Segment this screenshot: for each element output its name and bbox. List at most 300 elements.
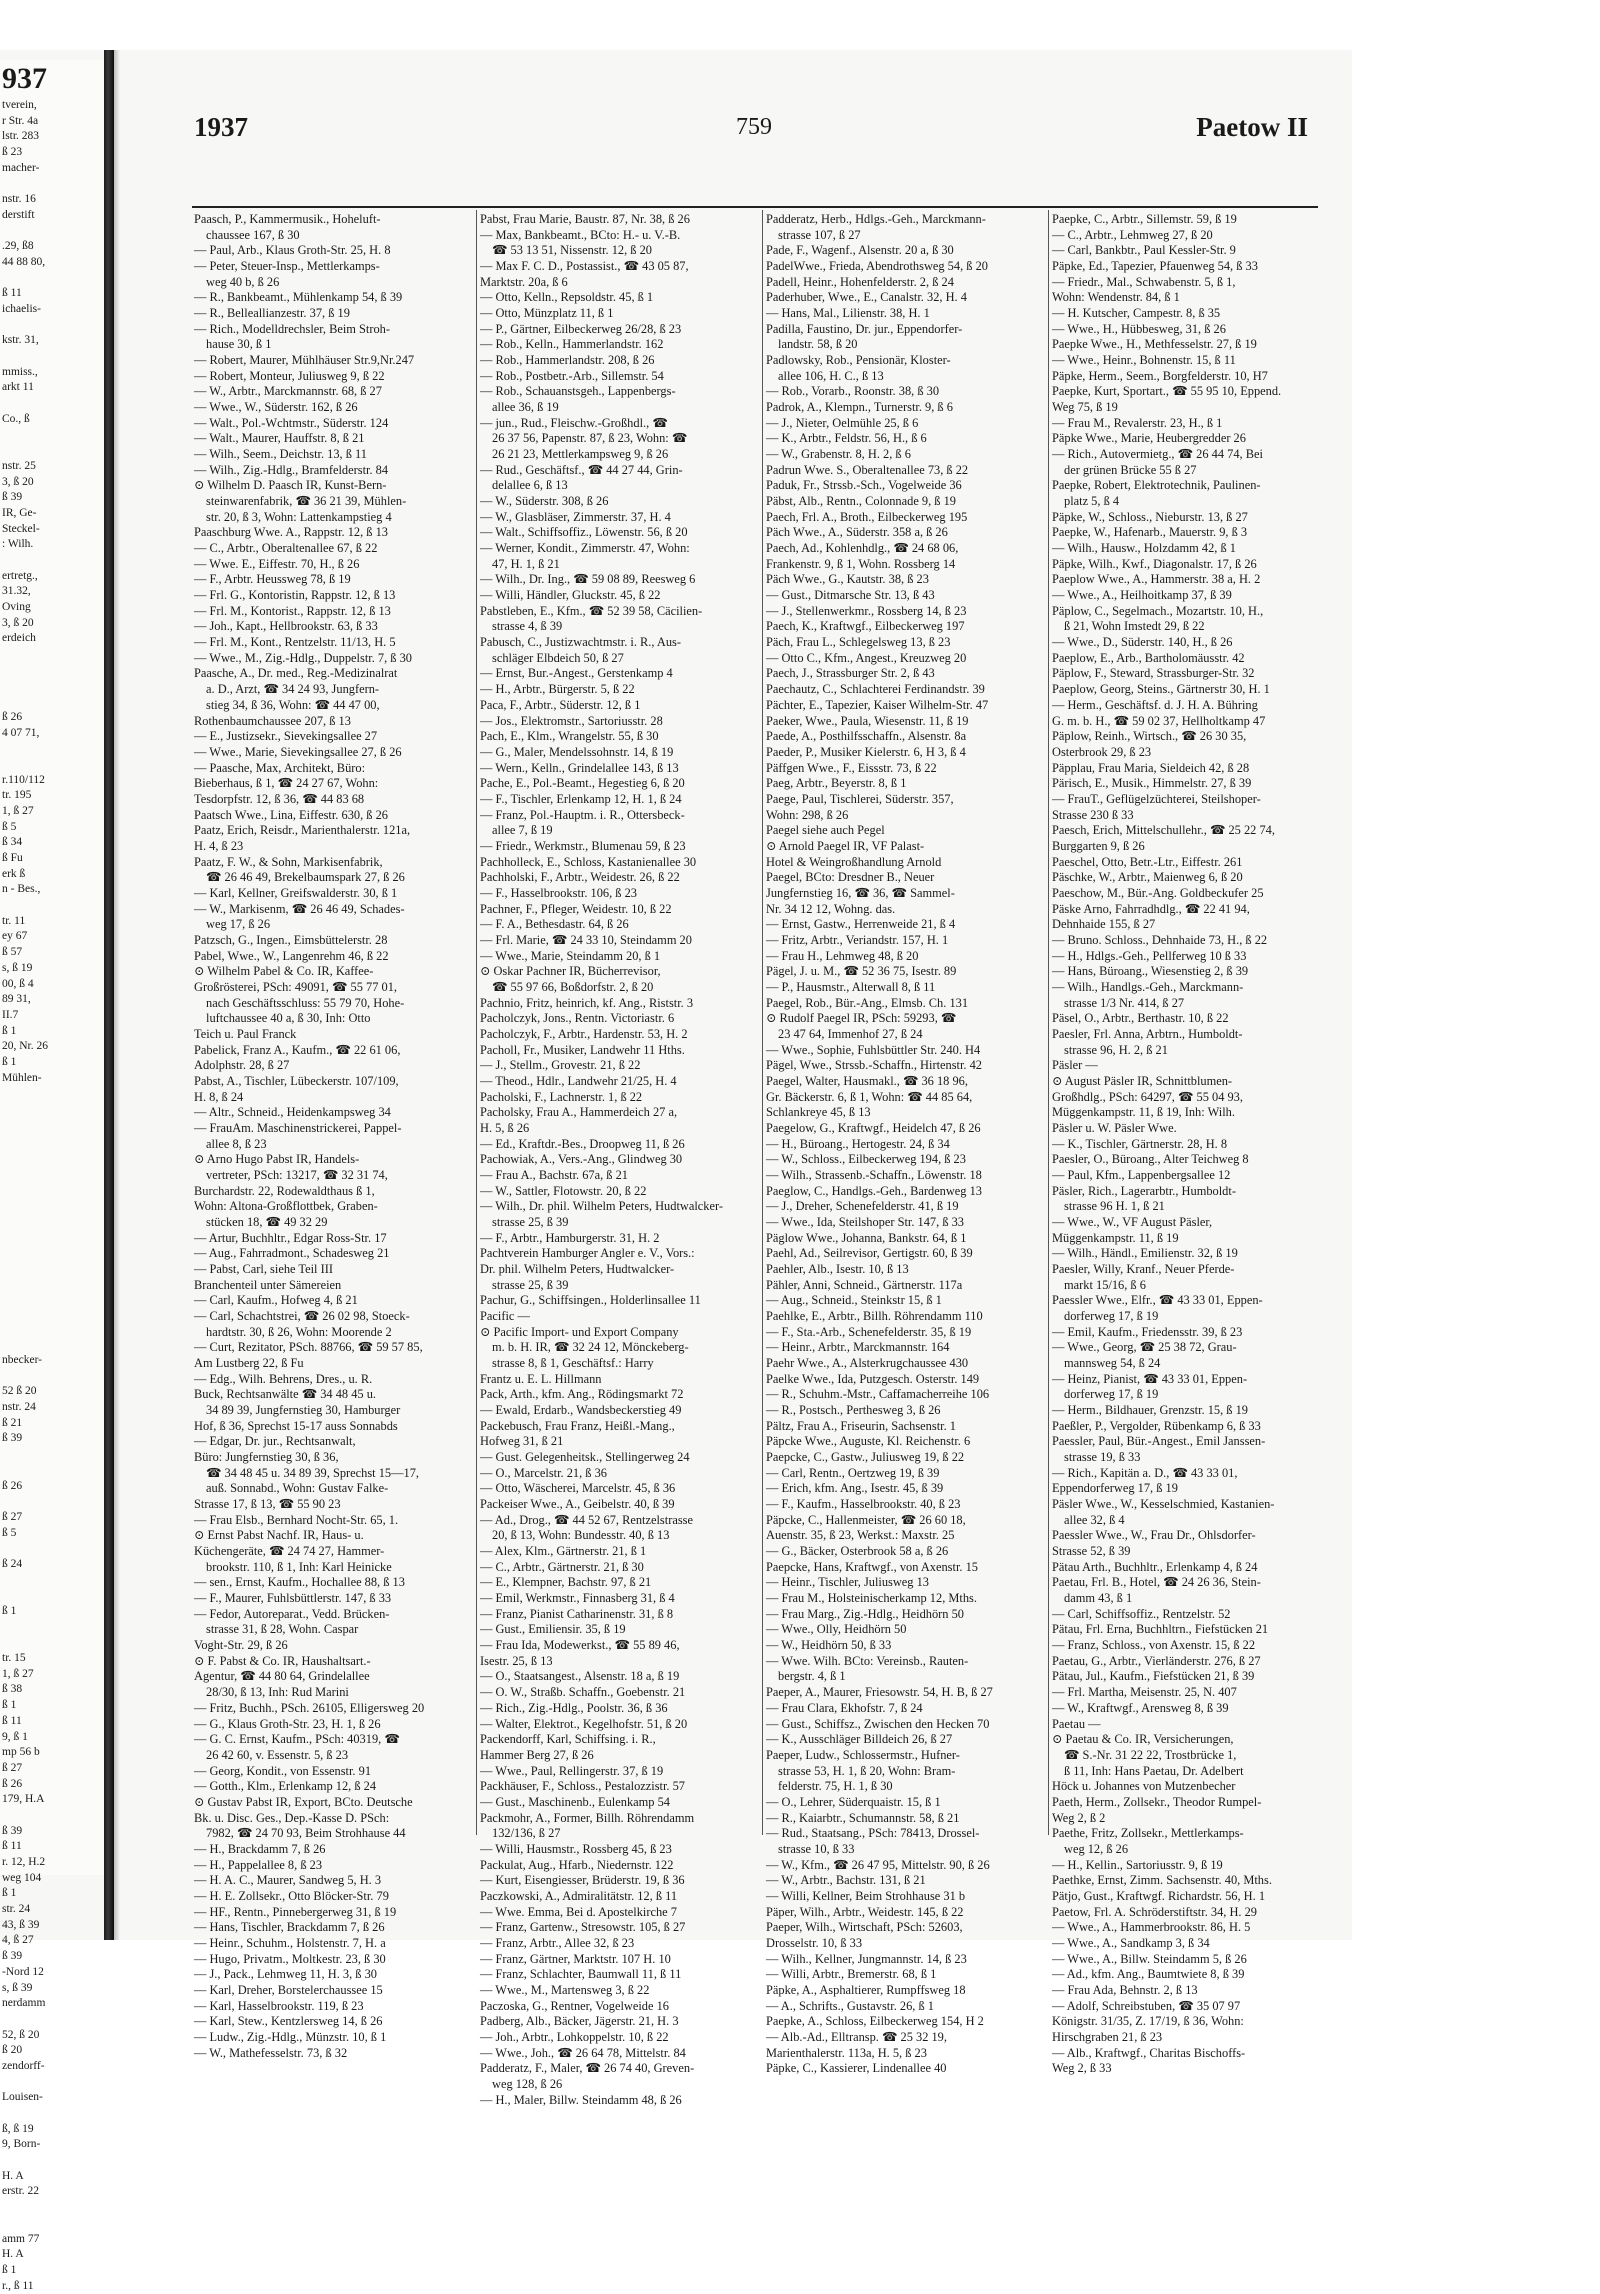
directory-entry-line: Frantz u. E. L. Hillmann (480, 1371, 602, 1386)
directory-entry-line: Paepke, Robert, Elektrotechnik, Paulinen- (1052, 478, 1261, 493)
directory-entry-line: Wohn: Altona-Großflottbek, Graben- (194, 1199, 378, 1214)
directory-entry-line: Pähler, Anni, Schneid., Gärtnerstr. 117a (766, 1277, 963, 1292)
directory-entry-line: luftchaussee 40 a, ß 30, Inh: Otto (206, 1011, 371, 1026)
directory-entry-line: — Robert, Maurer, Mühlhäuser Str.9,Nr.247 (194, 353, 415, 368)
directory-entry-line: Paege, Paul, Tischlerei, Süderstr. 357, (766, 791, 954, 806)
directory-entry-line: Pachholleck, E., Schloss, Kastanienallee 30 (480, 854, 697, 869)
previous-page-line: tr. 195 (2, 789, 32, 802)
previous-page-line: r., ß 11 (2, 2279, 34, 2292)
previous-page-line (0, 553, 104, 569)
directory-entry-line: Paeker, Wwe., Paula, Wiesenstr. 11, ß 19 (766, 713, 969, 728)
directory-entry-line: — O. W., Straßb. Schaffn., Goebenstr. 21 (480, 1685, 686, 1700)
previous-page-line: macher- (2, 161, 40, 174)
directory-entry-line: — Franz, Gartenw., Stresowstr. 105, ß 27 (480, 1920, 686, 1935)
previous-page-line: .29, ß8 (2, 240, 34, 253)
directory-entry-line: Gr. Bäckerstr. 6, ß 1, Wohn: ☎ 44 85 64, (766, 1089, 973, 1104)
directory-entry-line: strasse 107, ß 27 (778, 227, 861, 242)
directory-entry-line: — F., Arbtr. Heussweg 78, ß 19 (194, 572, 351, 587)
directory-entry-line: dorferweg 17, ß 19 (1064, 1309, 1159, 1324)
directory-entry-line: PadelWwe., Frieda, Abendrothsweg 54, ß 20 (766, 259, 988, 274)
directory-entry-line: hause 30, ß 1 (206, 337, 272, 352)
directory-entry-line: Hammer Berg 27, ß 26 (480, 1747, 594, 1762)
directory-entry-line: Wohn: 298, ß 26 (766, 807, 849, 822)
directory-entry-line: — Emil, Kaufm., Friedensstr. 39, ß 23 (1052, 1324, 1243, 1339)
directory-entry-line: — Carl, Bankbtr., Paul Kessler-Str. 9 (1052, 243, 1236, 258)
directory-entry-line: Pach, E., Klm., Wrangelstr. 55, ß 30 (480, 729, 659, 744)
previous-page-line: ß 39 (2, 1950, 23, 1963)
directory-entry-line: Paeplow Wwe., A., Hammerstr. 38 a, H. 2 (1052, 572, 1261, 587)
directory-entry-line: Bk. u. Disc. Ges., Dep.-Kasse D. PSch: (194, 1810, 390, 1825)
directory-entry-line: — Edgar, Dr. jur., Rechtsanwalt, (194, 1434, 356, 1449)
directory-entry-line: ⊙ Arno Hugo Pabst IR, Handels- (194, 1152, 360, 1167)
previous-page-line: amm 77 (2, 2232, 40, 2245)
directory-entry-line: — Rob., Vorarb., Roonstr. 38, ß 30 (766, 384, 940, 399)
directory-entry-line: Padlowsky, Rob., Pensionär, Kloster- (766, 353, 951, 368)
directory-entry-line: Paetow, Frl. A. Schröderstiftstr. 34, H. 29 (1052, 1904, 1258, 1919)
directory-entry-line: Großrösterei, PSch: 49091, ☎ 55 77 01, (194, 979, 397, 994)
previous-page-line (0, 1322, 104, 1338)
directory-entry-line: — Wwe., D., Süderstr. 140, H., ß 26 (1052, 635, 1233, 650)
directory-entry-line: Pacholczyk, F., Arbtr., Hardenstr. 53, H. 2 (480, 1026, 688, 1041)
previous-page-line (0, 1290, 104, 1306)
directory-entry-line: Strasse 230 ß 33 (1052, 807, 1134, 822)
directory-entry-line: der grünen Brücke 55 ß 27 (1064, 462, 1197, 477)
directory-entry-line: — R., Postsch., Perthesweg 3, ß 26 (766, 1403, 941, 1418)
directory-entry-line: Paepcke, C., Gastw., Juliusweg 19, ß 22 (766, 1450, 965, 1465)
previous-page-line: 44 88 80, (2, 255, 46, 268)
directory-entry-line: ⊙ Wilhelm D. Paasch IR, Kunst-Bern- (194, 478, 387, 493)
previous-page-line: ß 38 (2, 1683, 23, 1696)
previous-page-line (0, 396, 104, 412)
directory-entry-line: — Wwe., Georg, ☎ 25 38 72, Grau- (1052, 1340, 1237, 1355)
previous-page-line: nbecker- (2, 1354, 42, 1366)
directory-entry-line: Päffgen Wwe., F., Eissstr. 73, ß 22 (766, 760, 937, 775)
previous-page-line (0, 1494, 104, 1510)
previous-page-line: 89 31, (2, 993, 31, 1006)
directory-entry-line: Schlankreye 45, ß 13 (766, 1105, 871, 1120)
directory-entry-line: — Max, Bankbeamt., BCto: H.- u. V.-B. (480, 227, 681, 242)
previous-page-line: 1, ß 27 (2, 804, 34, 817)
directory-entry-line: Päpke, A., Asphaltierer, Rumpffsweg 18 (766, 1982, 966, 1997)
directory-entry-line: ☎ 26 46 49, Brekelbaumspark 27, ß 26 (206, 870, 405, 885)
previous-page-line (0, 663, 104, 679)
previous-page-line (0, 1180, 104, 1196)
directory-entry-line: Marktstr. 20a, ß 6 (480, 274, 568, 289)
directory-entry-line: Päsler, Rich., Lagerarbtr., Humboldt- (1052, 1183, 1236, 1198)
directory-entry-line: ß 21, Wohn Imstedt 29, ß 22 (1064, 619, 1205, 634)
directory-entry-line: bergstr. 4, ß 1 (778, 1669, 846, 1684)
directory-entry-line: — F., Sta.-Arb., Schenefelderstr. 35, ß 19 (766, 1324, 972, 1339)
directory-entry-line: Pabel, Wwe., W., Langenrehm 46, ß 22 (194, 948, 389, 963)
directory-entry-line: — Pabst, Carl, siehe Teil III (194, 1262, 333, 1277)
previous-page-line (0, 741, 104, 757)
directory-entry-line: — Rich., Zig.-Hdlg., Poolstr. 36, ß 36 (480, 1700, 668, 1715)
directory-entry-line: — Adolf, Schreibstuben, ☎ 35 07 97 (1052, 1998, 1241, 2013)
previous-page-line: ß 57 (2, 946, 23, 959)
directory-entry-line: a. D., Arzt, ☎ 34 24 93, Jungfern- (206, 682, 380, 697)
directory-entry-line: Padilla, Faustino, Dr. jur., Eppendorfer- (766, 321, 963, 336)
directory-entry-line: — Artur, Buchhltr., Edgar Ross-Str. 17 (194, 1230, 387, 1245)
directory-entry-line: — Edg., Wilh. Behrens, Dres., u. R. (194, 1371, 373, 1386)
directory-entry-line: Paduk, Fr., Strssb.-Sch., Vogelweide 36 (766, 478, 962, 493)
directory-entry-line: 34 89 39, Jungfernstieg 30, Hamburger (206, 1403, 401, 1418)
directory-entry-line: — Gust., Maschinenb., Eulenkamp 54 (480, 1794, 670, 1809)
directory-entry-line: Paegel, Rob., Bür.-Ang., Elmsb. Ch. 131 (766, 995, 969, 1010)
directory-entry-line: felderstr. 75, H. 1, ß 30 (778, 1779, 893, 1794)
previous-page-line: ß 11 (2, 1840, 22, 1853)
directory-entry-line: Pältz, Frau A., Friseurin, Sachsenstr. 1 (766, 1418, 956, 1433)
directory-entry-line: Isestr. 25, ß 13 (480, 1653, 553, 1668)
previous-page-line: str. 24 (2, 1903, 31, 1916)
previous-page-line: ß 27 (2, 1510, 23, 1523)
directory-entry-line: — Rob., Kelln., Hammerlandstr. 162 (480, 337, 664, 352)
previous-page-line: ertretg., (2, 569, 38, 582)
directory-entry-line: strasse 4, ß 39 (492, 619, 563, 634)
directory-entry-line: — Willi, Kellner, Beim Strohhause 31 b (766, 1888, 966, 1903)
directory-entry-line: Padrok, A., Klempn., Turnerstr. 9, ß 6 (766, 400, 953, 415)
previous-page-line (0, 898, 104, 914)
directory-entry-line: Drosselstr. 10, ß 33 (766, 1935, 863, 1950)
directory-entry-line: — FrauT., Geflügelzüchterei, Steilshoper- (1052, 791, 1261, 806)
directory-entry-line: strasse 19, ß 33 (1064, 1450, 1141, 1465)
directory-entry-line: hardtstr. 30, ß 26, Wohn: Moorende 2 (206, 1324, 392, 1339)
directory-entry-line: — J., Pack., Lehmweg 11, H. 3, ß 30 (194, 1967, 377, 1982)
directory-entry-line: — Gotth., Klm., Erlenkamp 12, ß 24 (194, 1779, 377, 1794)
directory-entry-line: Päpke Wwe., Marie, Heubergredder 26 (1052, 431, 1246, 446)
directory-entry-line: mannsweg 54, ß 24 (1064, 1356, 1161, 1371)
directory-entry-line: — Curt, Rezitator, PSch. 88766, ☎ 59 57 85, (194, 1340, 423, 1355)
directory-entry-line: — Gust., Ditmarsche Str. 13, ß 43 (766, 588, 935, 603)
directory-entry-line: — Wwe., M., Zig.-Hdlg., Duppelstr. 7, ß 30 (194, 650, 412, 665)
directory-entry-line: — Wwe., A., Hammerbrookstr. 86, H. 5 (1052, 1920, 1251, 1935)
directory-entry-line: Paeplow, E., Arb., Bartholomäusstr. 42 (1052, 650, 1245, 665)
directory-entry-line: — Wwe. Emma, Bei d. Apostelkirche 7 (480, 1904, 677, 1919)
directory-entry-line: — Heinr., Tischler, Juliusweg 13 (766, 1575, 929, 1590)
directory-entry-line: — Franz, Pianist Catharinenstr. 31, ß 8 (480, 1606, 674, 1621)
directory-entry-line: Paegelow, G., Kraftwgf., Heidelch 47, ß 26 (766, 1120, 981, 1135)
previous-page-line: 31.32, (2, 585, 31, 598)
directory-entry-line: — Carl, Kaufm., Hofweg 4, ß 21 (194, 1293, 358, 1308)
directory-entry-line: strasse 25, ß 39 (492, 1215, 569, 1229)
directory-entry-line: chaussee 167, ß 30 (206, 227, 300, 242)
directory-entry-line: Padell, Heinr., Hohenfelderstr. 2, ß 24 (766, 274, 954, 289)
directory-entry-line: — F., Arbtr., Hamburgerstr. 31, H. 2 (480, 1230, 660, 1245)
previous-page-line (0, 678, 104, 694)
directory-entry-line: markt 15/16, ß 6 (1064, 1277, 1146, 1292)
previous-page-line: r.110/112 (2, 773, 45, 786)
directory-entry-line: stieg 34, ß 36, Wohn: ☎ 44 47 00, (206, 697, 380, 712)
previous-page-line: nstr. 25 (2, 459, 36, 472)
directory-entry-line: ⊙ Gustav Pabst IR, Export, BCto. Deutsche (194, 1794, 413, 1809)
directory-entry-line: ⊙ Rudolf Paegel IR, PSch: 59293, ☎ (766, 1011, 957, 1026)
directory-entry-line: Hofweg 31, ß 21 (480, 1434, 564, 1449)
directory-entry-line: Patzsch, G., Ingen., Eimsbüttelerstr. 28 (194, 932, 388, 947)
directory-entry-line: — O., Staatsangest., Alsenstr. 18 a, ß 19 (480, 1669, 680, 1684)
directory-entry-line: Königstr. 31/35, Z. 17/19, ß 36, Wohn: (1052, 2014, 1244, 2029)
directory-entry-line: Pachnio, Fritz, heinrich, kf. Ang., Riststr. 3 (480, 995, 694, 1010)
directory-entry-line: — Wwe., A., Sandkamp 3, ß 34 (1052, 1935, 1210, 1950)
directory-entry-line: — W., Mathefesselstr. 73, ß 32 (194, 2045, 348, 2060)
previous-page-line (0, 271, 104, 287)
previous-page-line: ß 34 (2, 836, 23, 849)
directory-entry-line: ☎ 53 13 51, Nissenstr. 12, ß 20 (492, 243, 652, 258)
directory-entry-line: Päpke, Herm., Seem., Borgfelderstr. 10, H7 (1052, 368, 1268, 383)
directory-entry-line: Paeth, Herm., Zollsekr., Theodor Rumpel- (1052, 1794, 1262, 1809)
column-divider (476, 210, 477, 1835)
directory-entry-line: steinwarenfabrik, ☎ 36 21 39, Mühlen- (206, 494, 407, 509)
directory-entry-line: strasse 25, ß 39 (492, 1277, 569, 1292)
directory-entry-line: — E., Klempner, Bachstr. 97, ß 21 (480, 1575, 652, 1590)
previous-page-line: 937 (2, 62, 47, 95)
directory-entry-line: — C., Arbtr., Lehmweg 27, ß 20 (1052, 227, 1213, 242)
directory-entry-line: — Jos., Elektromstr., Sartoriusstr. 28 (480, 713, 663, 728)
directory-entry-line: Paeschow, M., Bür.-Ang. Goldbeckufer 25 (1052, 885, 1264, 900)
directory-entry-line: weg 40 b, ß 26 (206, 274, 280, 289)
directory-entry-line: — H. A. C., Maurer, Sandweg 5, H. 3 (194, 1873, 382, 1888)
column-divider (1048, 210, 1049, 1835)
previous-page-line (0, 2216, 104, 2232)
directory-entry-line: — Franz, Gärtner, Marktstr. 107 H. 10 (480, 1951, 671, 1966)
directory-entry-line: — jun., Rud., Fleischw.-Großhdl., ☎ (480, 415, 668, 430)
directory-entry-line: — Frau A., Bachstr. 67a, ß 21 (480, 1167, 628, 1182)
directory-page (122, 60, 1346, 2107)
directory-entry-line: Packulat, Aug., Hfarb., Niedernstr. 122 (480, 1857, 674, 1872)
directory-entry-line: — H., Pappelallee 8, ß 23 (194, 1857, 323, 1872)
directory-entry-line: — Franz, Pol.-Hauptm. i. R., Ottersbeck- (480, 807, 685, 822)
previous-page-line (0, 1808, 104, 1824)
directory-entry-line: — Wwe. E., Eiffestr. 70, H., ß 26 (194, 556, 360, 571)
directory-entry-line: — Herm., Geschäftsf. d. J. H. A. Bühring (1052, 697, 1258, 712)
previous-page-line: ichaelis- (2, 302, 41, 315)
directory-entry-line: — H. E. Zollsekr., Otto Blöcker-Str. 79 (194, 1888, 389, 1903)
directory-entry-line: Päpke, Wilh., Kwf., Diagonalstr. 17, ß 26 (1052, 556, 1257, 571)
directory-entry-line: Rothenbaumchaussee 207, ß 13 (194, 713, 351, 728)
previous-page-line (0, 694, 104, 710)
directory-entry-line: Pachur, G., Schiffsingen., Holderlinsallee 11 (480, 1293, 701, 1308)
previous-page-line (0, 1573, 104, 1589)
directory-entry-line: Pachtverein Hamburger Angler e. V., Vors.: (480, 1246, 695, 1261)
directory-entry-line: Päsel, O., Arbtr., Berthastr. 10, ß 22 (1052, 1011, 1229, 1026)
directory-entry-line: — Frl. M., Kont., Rentzelstr. 11/13, H. 5 (194, 635, 396, 650)
previous-page-line: weg 104 (2, 1871, 42, 1884)
directory-entry-line: — R., Bankbeamt., Mühlenkamp 54, ß 39 (194, 290, 403, 305)
directory-entry-line: Packeiser Wwe., A., Geibelstr. 40, ß 39 (480, 1497, 675, 1512)
directory-entry-line: — Ewald, Erdarb., Wandsbeckerstieg 49 (480, 1403, 682, 1418)
previous-page-line (0, 1463, 104, 1479)
directory-entry-line: Paeper, A., Maurer, Friesowstr. 54, H. B, ß 27 (766, 1685, 993, 1700)
directory-entry-line: — Rich., Autovermietg., ☎ 26 44 74, Bei (1052, 447, 1263, 462)
directory-entry-line: ⊙ Paetau & Co. IR, Versicherungen, (1052, 1732, 1234, 1747)
directory-entry-line: — W., Heidhörn 50, ß 33 (766, 1638, 892, 1653)
directory-entry-line: Paegel siehe auch Pegel (766, 823, 885, 838)
directory-entry-line: — R., Belleallianzestr. 37, ß 19 (194, 306, 350, 321)
previous-page-line: tr. 15 (2, 1652, 26, 1665)
directory-entry-line: — Wwe., Paul, Rellingerstr. 37, ß 19 (480, 1763, 664, 1778)
directory-entry-line: — Wwe., H., Hübbesweg, 31, ß 26 (1052, 321, 1226, 336)
directory-entry-line: — Otto, Münzplatz 11, ß 1 (480, 306, 614, 321)
directory-entry-line: Weg 75, ß 19 (1052, 400, 1118, 415)
directory-entry-line: Großhdlg., PSch: 64297, ☎ 55 04 93, (1052, 1089, 1243, 1104)
directory-entry-line: — Alb.-Ad., Elltransp. ☎ 25 32 19, (766, 2029, 947, 2044)
directory-entry-line: — R., Schuhm.-Mstr., Caffamacherreihe 106 (766, 1387, 990, 1402)
directory-entry-line: Paepke, Kurt, Sportart., ☎ 55 95 10, Eppend. (1052, 384, 1282, 399)
page-number: 759 (736, 114, 772, 140)
directory-entry-line: — H., Arbtr., Bürgerstr. 5, ß 22 (480, 682, 635, 697)
directory-entry-line: — J., Stellenwerkmr., Rossberg 14, ß 23 (766, 603, 967, 618)
directory-entry-line: Paech, Frl. A., Broth., Eilbeckerweg 195 (766, 509, 968, 524)
directory-entry-line: strasse 31, ß 28, Wohn. Caspar (206, 1622, 359, 1637)
directory-entry-line: — HF., Rentn., Pinnebergerweg 31, ß 19 (194, 1904, 397, 1919)
directory-entry-line: — Wilh., Handlgs.-Geh., Marckmann- (1052, 979, 1244, 994)
directory-entry-line: Päpplau, Frau Maria, Sieldeich 42, ß 28 (1052, 760, 1250, 775)
directory-entry-line: Paehl, Ad., Seilrevisor, Gertigstr. 60, ß 39 (766, 1246, 973, 1261)
directory-entry-line: — F., Tischler, Erlenkamp 12, H. 1, ß 24 (480, 791, 682, 806)
directory-entry-line: — Wwe., Ida, Steilshoper Str. 147, ß 33 (766, 1215, 965, 1229)
directory-entry-line: Teich u. Paul Franck (194, 1026, 297, 1041)
directory-entry-line: — Carl, Schiffsoffiz., Rentzelstr. 52 (1052, 1606, 1231, 1621)
directory-entry-line: — J., Nieter, Oelmühle 25, ß 6 (766, 415, 919, 430)
previous-page-line: n - Bes., (2, 883, 41, 896)
directory-entry-line: — H., Kellin., Sartoriusstr. 9, ß 19 (1052, 1857, 1223, 1872)
directory-entry-line: Päch Wwe., A., Süderstr. 358 a, ß 26 (766, 525, 948, 540)
directory-entry-line: — Heinz, Pianist, ☎ 43 33 01, Eppen- (1052, 1371, 1248, 1386)
directory-entry-line: — Altr., Schneid., Heidenkampsweg 34 (194, 1105, 391, 1120)
previous-page-line: H. A (2, 2169, 24, 2182)
directory-entry-line: Paatz, F. W., & Sohn, Markisenfabrik, (194, 854, 383, 869)
directory-entry-line: — Gust., Schiffsz., Zwischen den Hecken 70 (766, 1716, 990, 1731)
directory-entry-line: Weg 2, ß 2 (1052, 1810, 1106, 1825)
previous-page-line: nstr. 16 (2, 193, 36, 206)
directory-entry-line: — W., Glasbläser, Zimmerstr. 37, H. 4 (480, 509, 671, 524)
directory-entry-line: Auenstr. 35, ß 23, Werkst.: Maxstr. 25 (766, 1528, 955, 1543)
directory-entry-line: — Paul, Kfm., Lappenbergsallee 12 (1052, 1167, 1231, 1182)
directory-entry-line: — W., Markisenm, ☎ 26 46 49, Schades- (194, 901, 405, 916)
directory-entry-line: allee 7, ß 19 (492, 823, 553, 838)
previous-page-line: Mühlen- (2, 1071, 42, 1084)
directory-entry-line: Hof, ß 36, Sprechst 15-17 auss Sonnabds (194, 1418, 398, 1433)
directory-entry-line: Paetau — (1052, 1716, 1101, 1731)
previous-page-line: Louisen- (2, 2091, 43, 2104)
directory-entry-line: Pack, Arth., kfm. Ang., Rödingsmarkt 72 (480, 1387, 684, 1402)
previous-page-line: lstr. 283 (2, 130, 40, 143)
directory-entry-line: 23 47 64, Immenhof 27, ß 24 (778, 1026, 923, 1041)
directory-entry-line: Paesler, Willy, Kranf., Neuer Pferde- (1052, 1262, 1235, 1277)
directory-entry-line: — Frl. M., Kontorist., Rappstr. 12, ß 13 (194, 603, 391, 618)
directory-entry-line: — Wilh., Kellner, Jungmannstr. 14, ß 23 (766, 1951, 967, 1966)
directory-entry-line: strasse 96, H. 2, ß 21 (1064, 1042, 1168, 1057)
directory-entry-line: Paepke, C., Arbtr., Sillemstr. 59, ß 19 (1052, 212, 1237, 226)
directory-entry-line: H. 5, ß 26 (480, 1120, 530, 1135)
directory-entry-line: — Hugo, Privatm., Moltkestr. 23, ß 30 (194, 1951, 386, 1966)
previous-page-line: tr. 11 (2, 914, 26, 927)
directory-entry-line: ß 11, Inh: Hans Paetau, Dr. Adelbert (1064, 1763, 1244, 1778)
directory-entry-line: — F., Hasselbrookstr. 106, ß 23 (480, 885, 637, 900)
previous-page-line: 52, ß 20 (2, 2028, 40, 2041)
directory-entry-line: Paderhuber, Wwe., E., Canalstr. 32, H. 4 (766, 290, 967, 305)
previous-page-line (0, 2012, 104, 2028)
directory-entry-line: Paatz, Erich, Reisdr., Marienthalerstr. 121a, (194, 823, 411, 838)
directory-entry-line: — Alb., Kraftwgf., Charitas Bischoffs- (1052, 2045, 1246, 2060)
previous-page-line: kstr. 31, (2, 334, 39, 347)
directory-entry-line: Päpke, C., Kassierer, Lindenallee 40 (766, 2061, 947, 2076)
previous-page-line (0, 2200, 104, 2216)
previous-page-line: 9, Born- (2, 2138, 41, 2151)
directory-entry-line: — Franz, Arbtr., Allee 32, ß 23 (480, 1935, 635, 1950)
previous-page-line (0, 1337, 104, 1353)
directory-entry-line: Agentur, ☎ 44 80 64, Grindelallee (194, 1669, 370, 1684)
gutter-shadow (114, 50, 120, 1940)
directory-entry-line: Eppendorferweg 17, ß 19 (1052, 1481, 1178, 1496)
directory-entry-line: — Franz, Schlachter, Baumwall 11, ß 11 (480, 1967, 682, 1982)
directory-entry-line: Padderatz, F., Maler, ☎ 26 74 40, Greven- (480, 2061, 695, 2076)
directory-entry-line: — Paasche, Max, Architekt, Büro: (194, 760, 366, 775)
directory-entry-line: Hotel & Weingroßhandlung Arnold (766, 854, 942, 869)
directory-entry-line: Pacholski, F., Lachnerstr. 1, ß 22 (480, 1089, 643, 1104)
directory-entry-line: Paepke, A., Schloss, Eilbeckerweg 154, H 2 (766, 2014, 984, 2029)
page-header (194, 112, 1314, 146)
directory-entry-line: — Wilh., Dr. phil. Wilhelm Peters, Hudtwalcker- (480, 1199, 723, 1214)
directory-entry-line: Paech, K., Kraftwgf., Eilbeckerweg 197 (766, 619, 965, 634)
directory-entry-line: — Karl, Kellner, Greifswalderstr. 30, ß 1 (194, 885, 398, 900)
previous-page-line: r. 12, H.2 (2, 1856, 46, 1868)
directory-entry-line: — Heinr., Arbtr., Marckmannstr. 164 (766, 1340, 950, 1355)
directory-entry-line: — Karl, Hasselbrookstr. 119, ß 23 (194, 1998, 364, 2013)
previous-page-line: ß 20 (2, 2044, 23, 2057)
directory-entry-line: ☎ 55 97 66, Boßdorfstr. 2, ß 20 (492, 979, 654, 994)
column-3 (766, 212, 1044, 2076)
directory-entry-line: — Karl, Stew., Kentzlersweg 14, ß 26 (194, 2014, 383, 2029)
directory-entry-line: Frankenstr. 9, ß 1, Wohn. Rossberg 14 (766, 556, 956, 571)
directory-entry-line: Burggarten 9, ß 26 (1052, 838, 1145, 853)
directory-entry-line: Burchardstr. 22, Rodewaldthaus ß 1, (194, 1183, 375, 1198)
directory-entry-line: Päsler u. W. Päsler Wwe. (1052, 1120, 1177, 1135)
directory-entry-line: H. 4, ß 23 (194, 838, 244, 853)
directory-entry-line: — Heinr., Schuhm., Holstenstr. 7, H. a (194, 1935, 386, 1950)
directory-entry-line: Päsler — (1052, 1058, 1098, 1073)
directory-entry-line: Päper, Wilh., Arbtr., Weidestr. 145, ß 22 (766, 1904, 964, 1919)
directory-entry-line: — Walter, Elektrot., Kegelhofstr. 51, ß 20 (480, 1716, 688, 1731)
directory-entry-line: Pacific — (480, 1309, 530, 1324)
directory-entry-line: — Ernst, Gastw., Herrenweide 21, ß 4 (766, 917, 956, 932)
previous-page-line: ß 24 (2, 1557, 23, 1570)
directory-entry-line: — Rud., Geschäftsf., ☎ 44 27 44, Grin- (480, 462, 683, 477)
directory-entry-line: — Frau Ida, Modewerkst., ☎ 55 89 46, (480, 1638, 680, 1653)
directory-entry-line: — Wwe., Marie, Steindamm 20, ß 1 (480, 948, 661, 963)
previous-page-line: 3, ß 20 (2, 616, 34, 629)
directory-entry-line: Paessler, Paul, Bür.-Angest., Emil Janssen- (1052, 1434, 1266, 1449)
directory-entry-line: — Wilh., Strassenb.-Schaffn., Löwenstr. 18 (766, 1167, 982, 1182)
directory-entry-line: 28/30, ß 13, Inh: Rud Marini (206, 1685, 349, 1700)
directory-entry-line: Müggenkampstr. 11, ß 19 (1052, 1230, 1179, 1245)
directory-entry-line: strasse 10, ß 33 (778, 1841, 855, 1856)
directory-entry-line: damm 43, ß 1 (1064, 1591, 1133, 1606)
directory-entry-line: Padberg, Alb., Bäcker, Jägerstr. 21, H. 3 (480, 2014, 679, 2029)
previous-page-line (0, 2153, 104, 2169)
previous-page-line: erstr. 22 (2, 2185, 40, 2198)
directory-entry-line: Pache, E., Pol.-Beamt., Hegestieg 6, ß 20 (480, 776, 685, 791)
directory-entry-line: — G., Bäcker, Osterbrook 58 a, ß 26 (766, 1544, 949, 1559)
directory-entry-line: Päplow, Reinh., Wirtsch., ☎ 26 30 35, (1052, 729, 1247, 744)
directory-entry-line: 26 21 23, Mettlerkampsweg 9, ß 26 (492, 447, 669, 462)
previous-page-line (0, 427, 104, 443)
previous-page-line (0, 224, 104, 240)
directory-entry-line: Päch Wwe., G., Kautstr. 38, ß 23 (766, 572, 929, 587)
previous-page-line (0, 1243, 104, 1259)
previous-page-line: 1, ß 27 (2, 1667, 34, 1680)
previous-page-line: ß 26 (2, 1777, 23, 1790)
directory-entry-line: — Erich, kfm. Ang., Isestr. 45, ß 39 (766, 1481, 944, 1496)
directory-entry-line: Paetau, G., Arbtr., Vierländerstr. 276, ß 27 (1052, 1653, 1261, 1668)
